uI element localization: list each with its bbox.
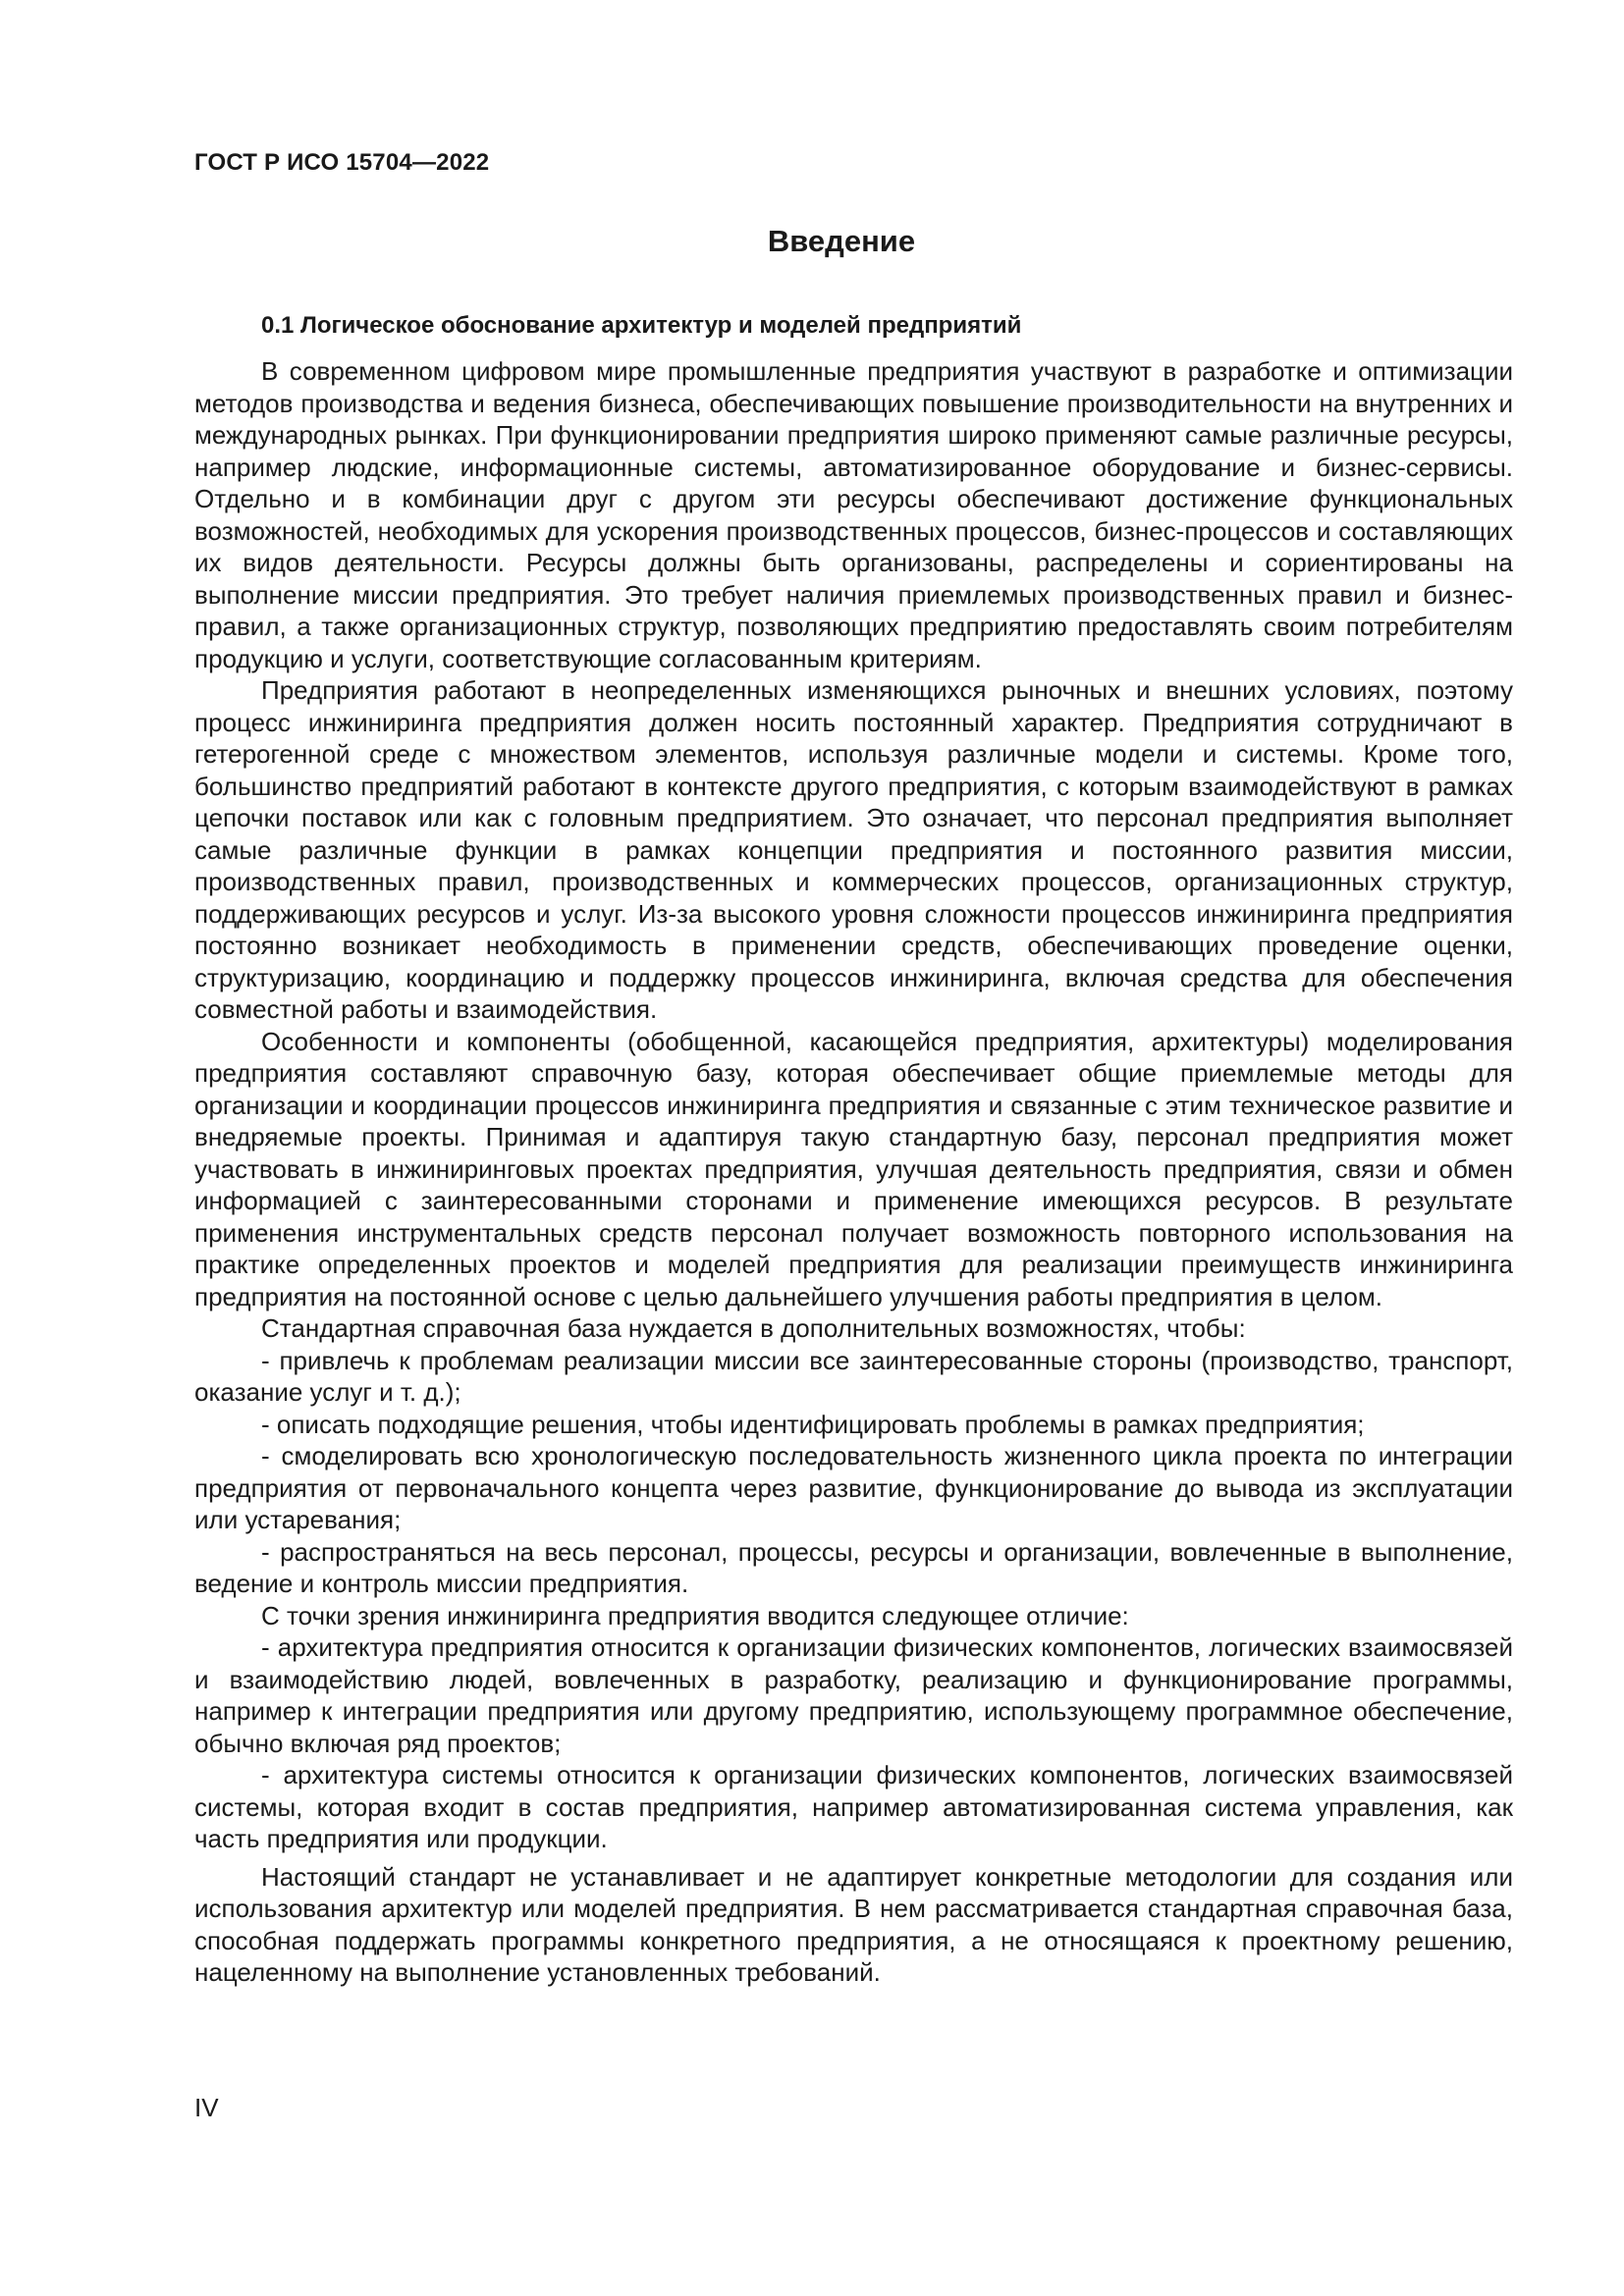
paragraph-uncertain-conditions: Предприятия работают в неопределенных изменяющихся рыночных и внешних условиях, поэтому процесс инжиниринга предприятия должен носить постоянный характер. Предприятия сотрудничают в гетерогенной среде с множеством элементов, используя различные модели и системы. Кроме того, большинство предприятий работают в контексте другого предприятия, с которым взаимодействуют в рамках цепочки поставок или как с головным предприятием. Это означает, что персонал предприятия выполняет самые различные функции в рамках концепции предприятия и постоянного развития миссии, производственных правил, производственных и коммерческих процессов, организационных структур, поддерживающих ресурсов и услуг. Из-за высокого уровня сложности процессов инжиниринга предприятия постоянно возникает необходимость в применении средств, обеспечивающих проведение оценки, структуризацию, координацию и поддержку процессов инжиниринга, включая средства для обеспечения совместной работы и взаимодействия. bbox=[194, 675, 1513, 1024]
list-item-system-architecture: - архитектура системы относится к организации физических компонентов, логических взаимосвязей системы, которая входит в состав предприятия, например автоматизированная система управления, как часть предприятия или продукции. bbox=[194, 1760, 1513, 1853]
list-item-lifecycle: - смоделировать всю хронологическую последовательность жизненного цикла проекта по интеграции предприятия от первоначального концепта через развитие, функционирование до вывода из эксплуатации или устаревания; bbox=[194, 1441, 1513, 1534]
list-item-personnel: - распространяться на весь персонал, процессы, ресурсы и организации, вовлеченные в выполнение, ведение и контроль миссии предприятия. bbox=[194, 1536, 1513, 1598]
page-title: Введение bbox=[767, 224, 916, 258]
list-item-enterprise-architecture: - архитектура предприятия относится к организации физических компонентов, логических взаимосвязей и взаимодействию людей, вовлеченных в разработку, реализацию и функционирование программы, например к интеграции предприятия или другому предприятию, использующему программное обеспечение, обычно включая ряд проектов; bbox=[194, 1632, 1513, 1758]
body-text bbox=[194, 355, 1513, 1989]
list-item-solutions: - описать подходящие решения, чтобы идентифицировать проблемы в рамках предприятия; bbox=[261, 1409, 1365, 1439]
paragraph-capabilities-intro: Стандартная справочная база нуждается в дополнительных возможностях, чтобы: bbox=[261, 1313, 1246, 1343]
document-header: ГОСТ Р ИСО 15704—2022 bbox=[194, 149, 490, 176]
page-number: IV bbox=[194, 2093, 219, 2122]
paragraph-features-components: Особенности и компоненты (обобщенной, касающейся предприятия, архитектуры) моделирования предприятия составляют справочную базу, которая обеспечивает общие приемлемые методы для организации и координации процессов инжиниринга предприятия и связанные с этим техническое развитие и внедряемые проекты. Принимая и адаптируя такую стандартную базу, персонал предприятия может участвовать в инжиниринговых проектах предприятия, улучшая деятельность предприятия, связи и обмен информацией с заинтересованными сторонами и применение имеющихся ресурсов. В результате применения инструментальных средств персонал получает возможность повторного использования на практике определенных проектов и моделей предприятия для реализации преимуществ инжиниринга предприятия на постоянной основе с целью дальнейшего улучшения работы предприятия в целом. bbox=[194, 1026, 1513, 1311]
section-heading: 0.1 Логическое обоснование архитектур и моделей предприятий bbox=[261, 312, 1022, 339]
paragraph-distinction-intro: С точки зрения инжиниринга предприятия вводится следующее отличие: bbox=[261, 1600, 1129, 1630]
list-item-stakeholders: - привлечь к проблемам реализации миссии все заинтересованные стороны (производство, транспорт, оказание услуг и т. д.); bbox=[194, 1345, 1513, 1407]
paragraph-rationale: В современном цифровом мире промышленные предприятия участвуют в разработке и оптимизации методов производства и ведения бизнеса, обеспечивающих повышение производительности на внутренних и международных рынках. При функционировании предприятия широко применяют самые различные ресурсы, например людские, информационные системы, автоматизированное оборудование и бизнес-сервисы. Отдельно и в комбинации друг с другом эти ресурсы обеспечивают достижение функциональных возможностей, необходимых для ускорения производственных процессов, бизнес-процессов и составляющих их видов деятельности. Ресурсы должны быть организованы, распределены и сориентированы на выполнение миссии предприятия. Это требует наличия приемлемых производственных правил и бизнес-правил, а также организационных структур, позволяющих предприятию предоставлять своим потребителям продукцию и услуги, соответствующие согласованным критериям. bbox=[194, 356, 1513, 673]
paragraph-scope: Настоящий стандарт не устанавливает и не адаптирует конкретные методологии для создания или использования архитектур или моделей предприятия. В нем рассматривается стандартная справочная база, способная поддержать программы конкретного предприятия, а не относящаяся к проектному решению, нацеленному на выполнение установленных требований. bbox=[194, 1861, 1513, 1987]
